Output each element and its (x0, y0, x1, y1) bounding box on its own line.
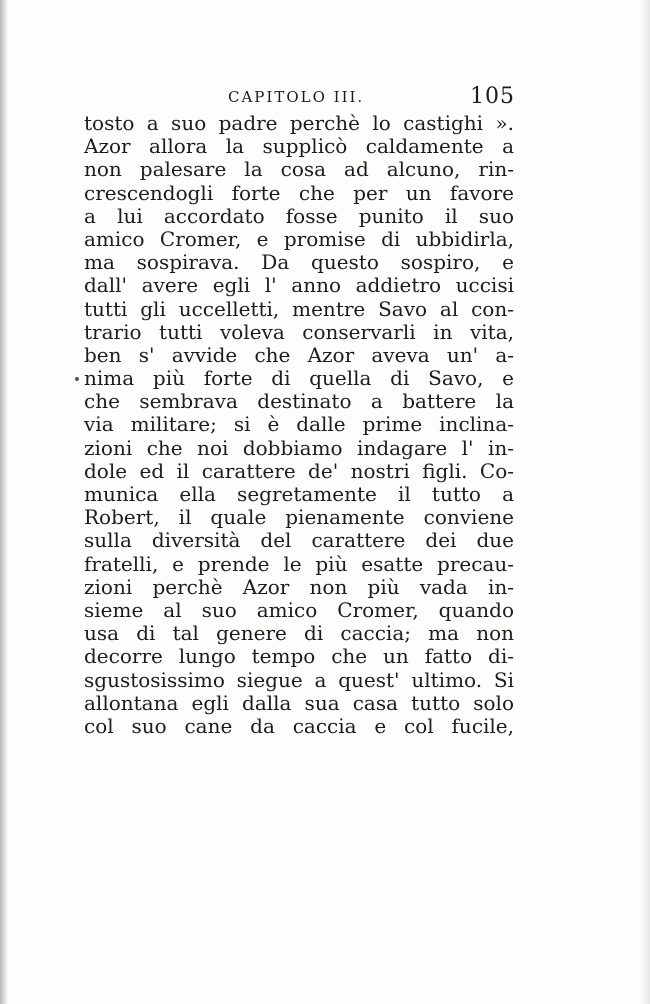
body-text (84, 112, 514, 738)
text-line: decorre lungo tempo che un fatto di- (84, 644, 514, 669)
text-line: trario tutti voleva conservarli in vita, (84, 319, 514, 344)
text-line: Azor allora la supplicò caldamente a (84, 134, 514, 159)
text-line: tosto a suo padre perchè lo castighi ». (84, 111, 514, 135)
text-line: non palesare la cosa ad alcuno, rin- (84, 157, 514, 182)
text-line: amico Cromer, e promise di ubbidirla, (84, 226, 514, 251)
text-line: ben s' avvide che Azor aveva un' a- (84, 342, 514, 367)
text-line: crescendogli forte che per un favore (84, 180, 514, 205)
text-line: via militare; si è dalle prime inclina- (84, 412, 514, 437)
text-line: col suo cane da caccia e col fucile, (84, 713, 514, 738)
margin-dot (75, 377, 79, 381)
text-line: munica ella segretamente il tutto a (84, 482, 514, 506)
text-line: usa di tal genere di caccia; ma non (84, 621, 514, 646)
text-line: ma sospirava. Da questo sospiro, e (84, 250, 514, 275)
binding-shadow (0, 0, 8, 1004)
text-line: fratelli, e prende le più esatte precau- (84, 551, 514, 576)
text-line: che sembrava destinato a battere la (84, 389, 514, 414)
text-line: Robert, il quale pienamente conviene (84, 505, 514, 530)
page-edge-shadow (640, 0, 650, 1004)
text-line: allontana egli dalla sua casa tutto solo (84, 690, 514, 715)
text-line: zioni perchè Azor non più vada in- (84, 574, 514, 599)
text-line: nima più forte di quella di Savo, e (84, 366, 514, 391)
text-line: sgustosissimo siegue a quest' ultimo. Si (84, 667, 514, 692)
chapter-title: CAPITOLO III. (228, 88, 365, 106)
page-number: 105 (470, 84, 515, 109)
text-line: zioni che noi dobbiamo indagare l' in- (84, 435, 514, 460)
text-line: sieme al suo amico Cromer, quando (84, 597, 514, 622)
text-line: a lui accordato fosse punito il suo (84, 203, 514, 228)
text-line: sulla diversità del carattere dei due (84, 528, 514, 553)
text-line: tutti gli uccelletti, mentre Savo al con- (84, 296, 514, 321)
running-head (60, 84, 515, 112)
text-line: dole ed il carattere de' nostri figli. Co- (84, 458, 514, 483)
text-line: dall' avere egli l' anno addietro uccisi (84, 273, 514, 298)
